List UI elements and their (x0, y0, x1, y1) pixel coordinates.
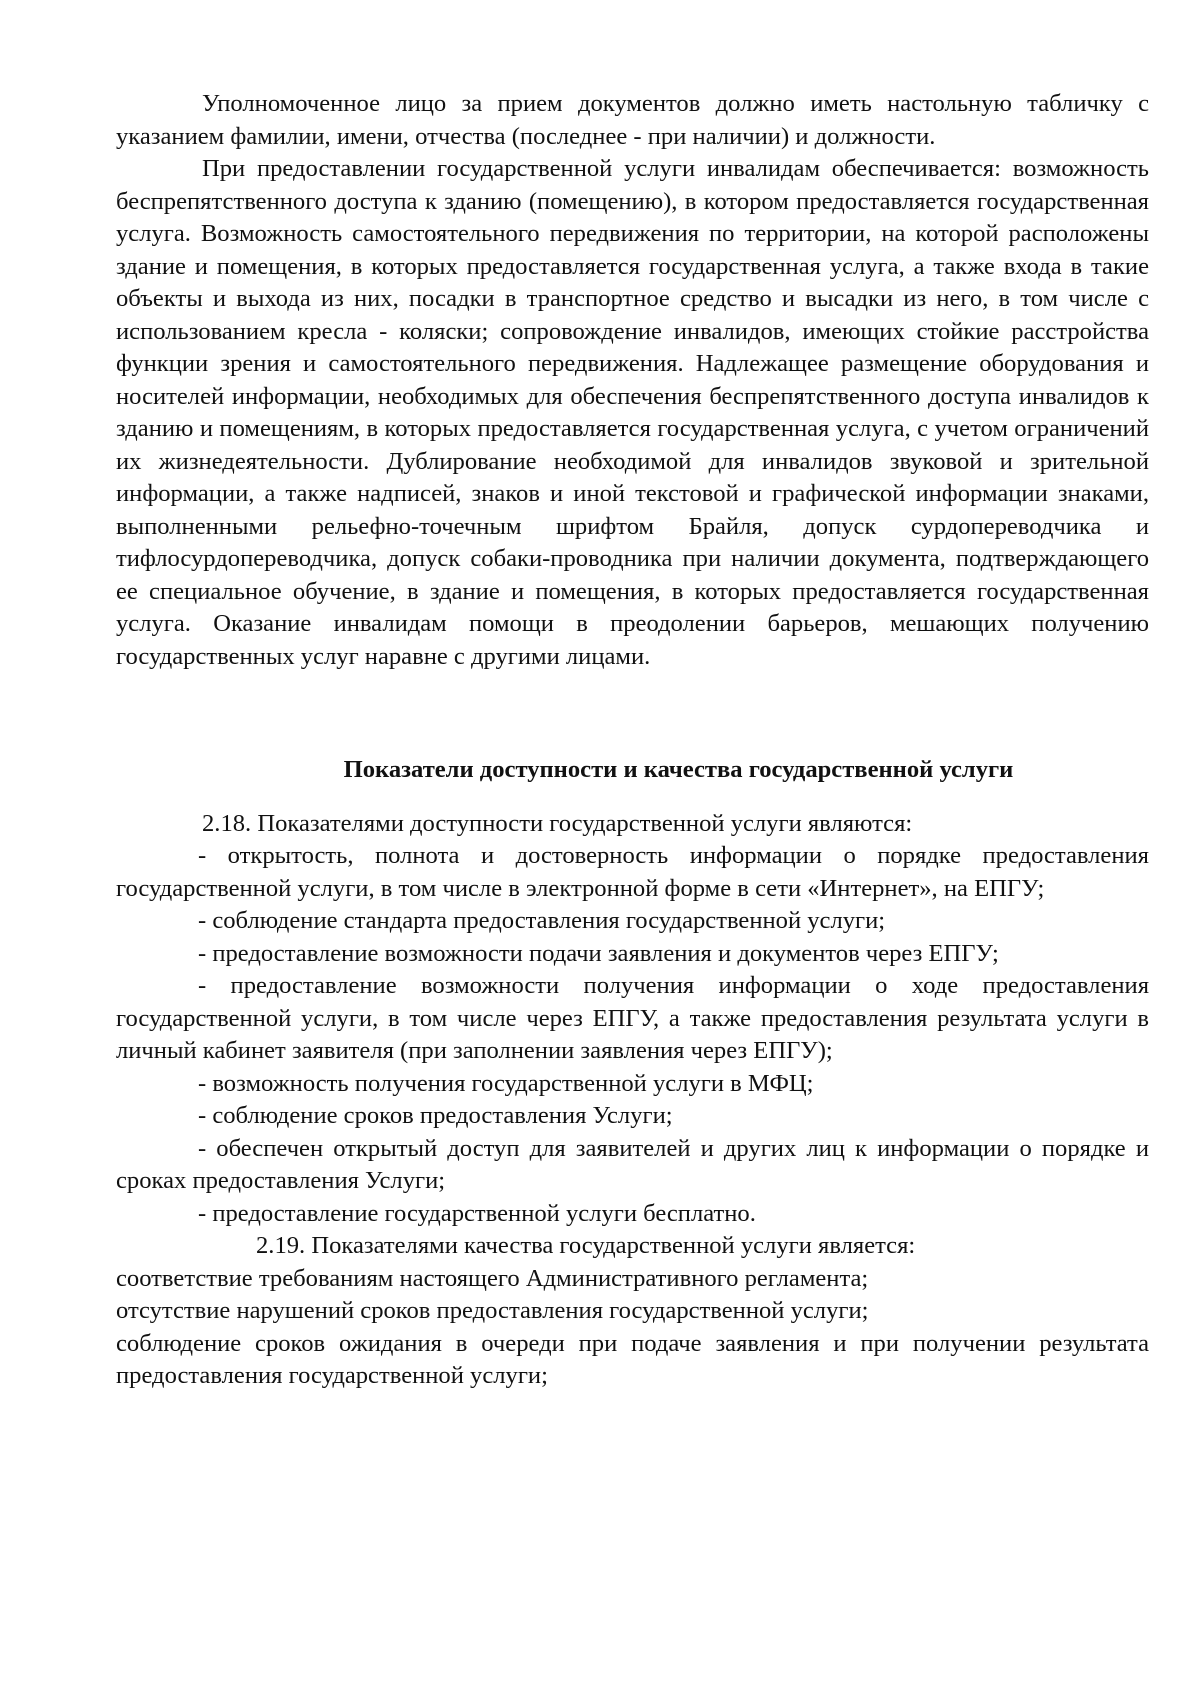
spacer (116, 787, 1149, 808)
bullet-free-service: - предоставление государственной услуги бесплатно. (198, 1199, 756, 1227)
quality-compliance: соответствие требованиям настоящего Административного регламента; (116, 1264, 869, 1292)
bullet-application-epgu: - предоставление возможности подачи заявления и документов через ЕПГУ; (198, 939, 999, 967)
item-2-19: 2.19. Показателями качества государственной услуги является: (256, 1232, 916, 1259)
spacer (116, 673, 1149, 754)
bullet-deadlines: - соблюдение сроков предоставления Услуги; (198, 1102, 673, 1129)
paragraph-disabled-access: При предоставлении государственной услуги инвалидам обеспечивается: возможность беспрепятственного доступа к зданию (помещению), в котором предоставляется государственная услуга. Возможность самостоятельного передвижения по территории, на которой расположены здание и помещения, в которых предоставляется государственная услуга, а также входа в такие объекты и выхода из них, посадки в транспортное средство и высадки из него, в том числе с использованием кресла - коляски; сопровождение инвалидов, имеющих стойкие расстройства функции зрения и самостоятельного передвижения. Надлежащее размещение оборудования и носителей информации, необходимых для обеспечения беспрепятственного доступа инвалидов к зданию и помещениям, в которых предоставляется государственная услуга, с учетом ограничений их жизнедеятельности. Дублирование необходимой для инвалидов звуковой и зрительной информации, а также надписей, знаков и иной текстовой и графической информации знаками, выполненными рельефно-точечным шрифтом Брайля, допуск сурдопереводчика и тифлосурдопереводчика, допуск собаки-проводника при наличии документа, подтверждающего ее специальное обучение, в здание и помещения, в которых предоставляется государственная услуга. Оказание инвалидам помощи в преодолении барьеров, мешающих получению государственных услуг наравне с другими лицами. (116, 155, 1149, 670)
quality-waiting-time: соблюдение сроков ожидания в очереди при подаче заявления и при получении результата предоставления государственной услуги; (116, 1329, 1149, 1389)
section-heading: Показатели доступности и качества государственной услуги (343, 756, 1014, 783)
bullet-mfc: - возможность получения государственной услуги в МФЦ; (198, 1069, 814, 1097)
bullet-standard: - соблюдение стандарта предоставления государственной услуги; (198, 907, 886, 934)
paragraph-authorized-person: Уполномоченное лицо за прием документов должно иметь настольную табличку с указанием фамилии, имени, отчества (последнее - при наличии) и должности. (116, 90, 1149, 150)
bullet-open-access: - обеспечен открытый доступ для заявителей и других лиц к информации о порядке и сроках предоставления Услуги; (116, 1134, 1149, 1194)
bullet-information-progress: - предоставление возможности получения информации о ходе предоставления государственной услуги, в том числе через ЕПГУ, а также предоставления результата услуги в личный кабинет заявителя (при заполнении заявления через ЕПГУ); (116, 972, 1149, 1064)
quality-no-violations: отсутствие нарушений сроков предоставления государственной услуги; (116, 1297, 869, 1324)
document-page (116, 88, 1149, 1393)
item-2-18: 2.18. Показателями доступности государственной услуги являются: (202, 809, 913, 837)
bullet-openness: - открытость, полнота и достоверность информации о порядке предоставления государственной услуги, в том числе в электронной форме в сети «Интернет», на ЕПГУ; (116, 842, 1149, 902)
